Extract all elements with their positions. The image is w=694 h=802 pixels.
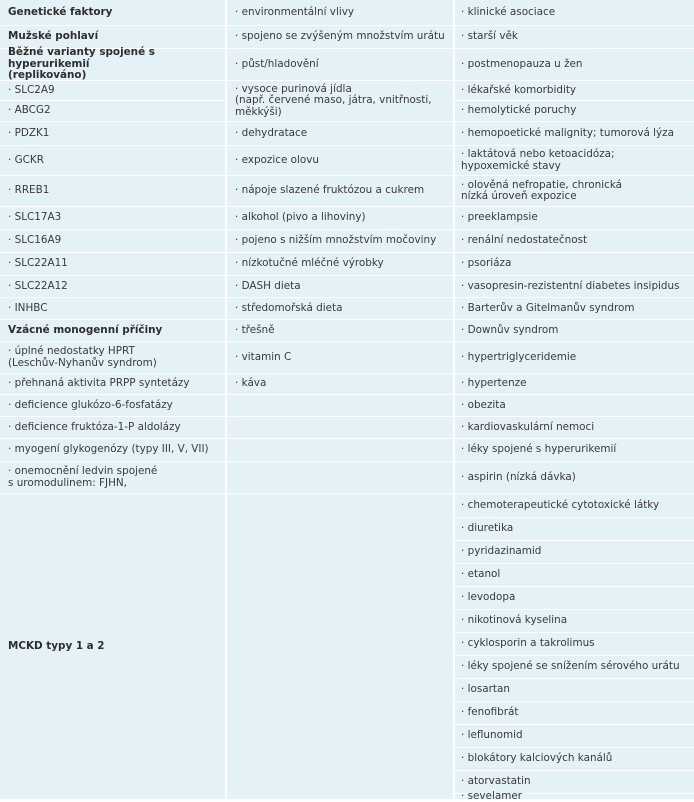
column1-row [0, 46, 225, 82]
row-label: · preeklampsie [461, 211, 538, 224]
column3-row [455, 439, 694, 462]
row-label: · onemocnění ledvin spojené s uromodulinem: FJHN, [8, 465, 158, 489]
column2-row [227, 207, 453, 230]
row-label: · vitamin C [235, 350, 292, 363]
row-heading: Běžné varianty spojené s hyperurikemií (replikováno) [8, 46, 155, 82]
row-label: · GCKR [8, 153, 44, 166]
row-heading: Genetické faktory [8, 5, 113, 18]
row-label: · Downův syndrom [461, 323, 559, 336]
row-label: · RREB1 [8, 184, 50, 197]
row-label: · klinické asociace [461, 5, 556, 18]
column2-row [227, 0, 453, 26]
row-label: · losartan [461, 683, 510, 696]
column3-row [455, 656, 694, 679]
column1-row [0, 374, 225, 395]
column3-row [455, 81, 694, 101]
row-heading: Mužské pohlaví [8, 30, 99, 43]
column1-row [0, 122, 225, 146]
row-label: · PDZK1 [8, 126, 50, 139]
column1-row [0, 494, 225, 800]
column1-row [0, 253, 225, 276]
column3-row [455, 276, 694, 298]
column2-row [227, 374, 453, 395]
column1-row [0, 146, 225, 176]
row-label: · alkohol (pivo a lihoviny) [235, 211, 366, 224]
column3-row [455, 702, 694, 725]
row-label: · nikotinová kyselina [461, 614, 568, 627]
row-label: · spojeno se zvýšeným množstvím urátu [235, 30, 445, 43]
column3-row [455, 207, 694, 230]
row-label: · atorvastatin [461, 775, 531, 788]
column2-row [227, 395, 453, 417]
column3-row [455, 26, 694, 49]
column3-row [455, 462, 694, 494]
row-label: · dehydratace [235, 126, 308, 139]
column2-row [227, 49, 453, 81]
row-label: · léky spojené se snížením sérového urátu [461, 660, 680, 673]
column3-row [455, 101, 694, 122]
row-label: · úplné nedostatky HPRT (Leschův-Nyhanův syndrom) [8, 345, 157, 369]
column3-row [455, 146, 694, 176]
row-label: · hemolytické poruchy [461, 104, 577, 117]
column3-row [455, 518, 694, 541]
column1-row [0, 207, 225, 230]
row-label: · diuretika [461, 522, 514, 535]
column3-row [455, 342, 694, 374]
column1-row [0, 0, 225, 26]
column1-row [0, 176, 225, 207]
row-label: · pyridazinamid [461, 545, 542, 558]
row-label: · obezita [461, 398, 506, 411]
column3-row [455, 587, 694, 610]
column2-row [227, 26, 453, 49]
row-label: · káva [235, 377, 267, 390]
column1-row [0, 417, 225, 439]
column-environmental-factors [227, 0, 453, 800]
row-label: · hemopoetické malignity; tumorová lýza [461, 126, 674, 139]
column3-row [455, 176, 694, 207]
column3-row [455, 610, 694, 633]
column3-row [455, 417, 694, 439]
row-label: · kardiovaskulární nemoci [461, 420, 595, 433]
row-label: · olověná nefropatie, chronická nízká úroveň expozice [461, 178, 623, 202]
column2-row [227, 342, 453, 374]
row-label: · blokátory kalciových kanálů [461, 752, 613, 765]
row-label: · vysoce purinová jídla (např. červené maso, játra, vnitřnosti, měkkýši) [235, 82, 432, 118]
row-label: · expozice olovu [235, 153, 320, 166]
column2-row [227, 276, 453, 298]
row-label: · léky spojené s hyperurikemií [461, 443, 617, 456]
row-heading: Vzácné monogenní příčiny [8, 323, 163, 336]
row-label: · fenofibrát [461, 706, 519, 719]
column1-row [0, 230, 225, 253]
column2-row [227, 439, 453, 462]
column3-row [455, 633, 694, 656]
row-label: · postmenopauza u žen [461, 57, 583, 70]
row-label: · psoriáza [461, 257, 512, 270]
row-label: · hypertriglyceridemie [461, 350, 577, 363]
column3-row [455, 374, 694, 395]
column2-row [227, 146, 453, 176]
column3-row [455, 230, 694, 253]
column1-row [0, 320, 225, 342]
column3-row [455, 541, 694, 564]
row-label: · hypertenze [461, 377, 527, 390]
column3-row [455, 494, 694, 518]
row-label: · DASH dieta [235, 279, 301, 292]
column2-row [227, 230, 453, 253]
column3-row [455, 725, 694, 748]
row-label: · INHBC [8, 301, 48, 314]
row-label: · středomořská dieta [235, 301, 343, 314]
row-label: · pojeno s nižším množstvím močoviny [235, 234, 437, 247]
row-label: · deficience glukózo-6-fosfatázy [8, 398, 173, 411]
column3-row [455, 122, 694, 146]
row-label: · etanol [461, 568, 501, 581]
row-label: · aspirin (nízká dávka) [461, 470, 576, 483]
row-heading: MCKD typy 1 a 2 [8, 639, 105, 652]
row-label: · SLC22A12 [8, 279, 68, 292]
column-clinical-associations [455, 0, 694, 800]
column3-row [455, 253, 694, 276]
row-label: · environmentální vlivy [235, 5, 355, 18]
row-label: · Barterův a Gitelmanův syndrom [461, 301, 635, 314]
row-label: · starší věk [461, 30, 518, 43]
column1-row [0, 81, 225, 101]
column-genetic-factors [0, 0, 225, 800]
row-label: · vasopresin-rezistentní diabetes insipidus [461, 279, 680, 292]
column2-row [227, 176, 453, 207]
row-label: · lékařské komorbidity [461, 83, 577, 96]
row-label: · laktátová nebo ketoacidóza; hypoxemické stavy [461, 148, 615, 172]
column3-row [455, 748, 694, 771]
column2-row [227, 417, 453, 439]
row-label: · levodopa [461, 591, 516, 604]
row-label: · ABCG2 [8, 104, 51, 117]
row-label: · sevelamer [461, 789, 522, 802]
column3-row [455, 298, 694, 320]
column3-row [455, 679, 694, 702]
column2-row [227, 320, 453, 342]
row-label: · SLC17A3 [8, 211, 62, 224]
row-label: · myogení glykogenózy (typy III, V, VII) [8, 443, 209, 456]
column1-row [0, 462, 225, 494]
column1-row [0, 298, 225, 320]
row-label: · přehnaná aktivita PRPP syntetázy [8, 377, 190, 390]
column3-row [455, 0, 694, 26]
row-label: · SLC16A9 [8, 234, 62, 247]
column1-row [0, 276, 225, 298]
column1-row [0, 439, 225, 462]
column2-row [227, 81, 453, 122]
row-label: · deficience fruktóza-1-P aldolázy [8, 420, 181, 433]
row-label: · třešně [235, 323, 275, 336]
row-label: · půst/hladovění [235, 57, 319, 70]
column2-row [227, 122, 453, 146]
row-label: · cyklosporin a takrolimus [461, 637, 595, 650]
column2-row [227, 494, 453, 800]
row-label: · renální nedostatečnost [461, 234, 588, 247]
column3-row [455, 320, 694, 342]
row-label: · SLC22A11 [8, 257, 68, 270]
column1-row [0, 101, 225, 122]
column1-row [0, 342, 225, 374]
column3-row [455, 564, 694, 587]
row-label: · SLC2A9 [8, 83, 55, 96]
column2-row [227, 298, 453, 320]
row-label: · leflunomid [461, 729, 523, 742]
column3-row [455, 789, 694, 802]
row-label: · nízkotučné mléčné výrobky [235, 257, 384, 270]
column2-row [227, 253, 453, 276]
column3-row [455, 395, 694, 417]
row-label: · chemoterapeutické cytotoxické látky [461, 498, 660, 511]
column1-row [0, 395, 225, 417]
column2-row [227, 462, 453, 494]
row-label: · nápoje slazené fruktózou a cukrem [235, 184, 425, 197]
column3-row [455, 49, 694, 81]
